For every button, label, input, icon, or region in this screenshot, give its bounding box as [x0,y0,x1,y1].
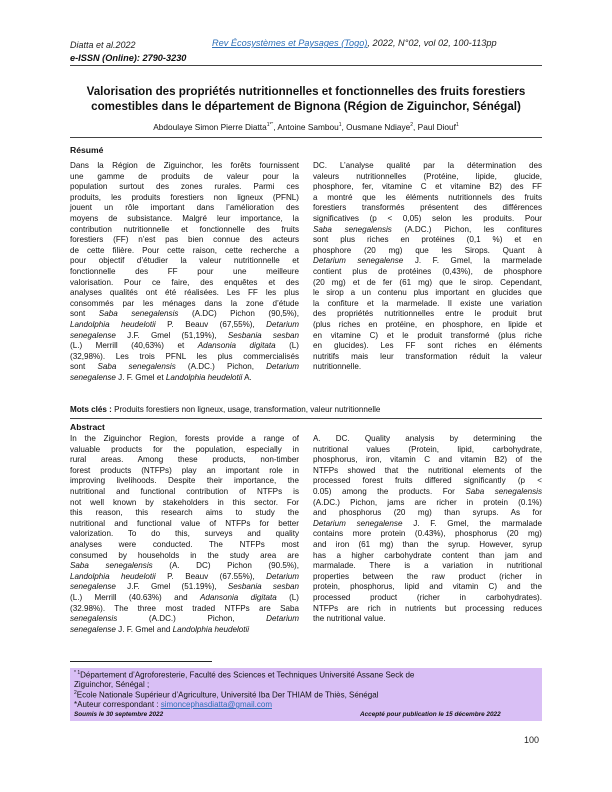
text-line: nutritional values (Protein, lipid, carbohydrate, [313,444,542,454]
resume-left-column [70,161,299,383]
author-1: Abdoulaye Simon Pierre Diatta [153,122,267,132]
abstract-heading: Abstract [70,422,105,432]
text-line: (32,98%). Les trois PFNL les plus commercialisés [70,351,299,361]
text-line: nutritional and functional value of NTFPs for better [70,518,299,528]
text-line: en glucides). Les FF sont riches en éléments [313,341,542,351]
text-line: valuable products for the population, especially in [70,444,299,454]
footnote-rule [70,661,212,662]
text-line: de cette filière. Pour cette raison, cette recherche a [70,245,299,255]
text-line: phosphore (20 mg) que les Sirops. Quant à [313,245,542,255]
text-line: this reason, this research aims to study the [70,508,299,518]
keywords-rule [70,418,542,419]
text-line: Detarium senegalense J. F. Gmel, the marmalade [313,518,543,528]
text-line: In the Ziguinchor Region, forests provide a range of [70,434,299,443]
text-line: sont Saba senegalensis (A.DC) Pichon (90,5%), [70,309,299,319]
text-line: (L.) Merrill (40,63%) et Adansonia digitata (L) [70,341,299,351]
text-line: NTFPs are rich in nutrients but processing reduces [313,603,542,613]
text-line: marmalade. There is a variation in nutritional [313,561,542,571]
text-line: senegalense J.F. Gmel (51.19%), Sesbania sesban [70,582,299,592]
volume-info: , 2022, N°02, vol 02, 100-113pp [367,38,497,48]
author-separator: , [413,122,418,132]
text-line: and iron (61 mg) than the syrup. However, syrup [313,539,542,549]
text-line: forestiers (FF) n’est pas bien connue des acteurs [70,235,299,245]
author-4-affil: 1 [455,122,459,129]
text-line: des propriétés nutritionnelles entre le produit brut [313,309,542,319]
header-rule [70,65,542,66]
text-line: (plus riches en protéine, en phosphore, en lipide et [313,319,542,329]
author-4: Paul Diouf [417,122,456,132]
text-line: Saba senegalensis (A. DC) Pichon (90.5%), [70,561,300,571]
text-line: (A.DC.) Pichon, jams are richer in protein (0.1%) [313,497,542,507]
text-line: pour objectif d’étudier la valeur nutritionnelle et [70,256,299,266]
running-journal-info [212,38,497,48]
corresponding-label: *Auteur correspondant : [74,700,161,709]
abstract-left-column [70,434,299,635]
text-line: forest products (NTFPs) play an important role in [70,465,299,475]
text-line: consommés par les ménages dans la zone d’étude [70,298,299,308]
text-line: senegalense J. F. Gmel and Landolphia heudelotii [70,624,250,634]
resume-right-column [313,161,542,373]
text-line: la confiture et la marmelade. Il existe une variation [313,298,542,308]
affiliation-1-cont: Ziguinchor, Sénégal ; [74,680,150,689]
text-line: (20 mg) et de fer (61 mg) que le sirop. Cependant, [313,277,542,287]
text-line: phosphorus, iron, vitamin C and vitamin B2) of the [313,455,542,465]
text-line: contains more protein (0.43%), phosphorus (20 mg) [313,529,542,539]
journal-link[interactable]: Rev Écosystèmes et Paysages (Togo) [212,38,368,48]
text-line: has a higher carbohydrate content than jam and [313,550,542,560]
text-line: improving livelihoods. Despite their importance, the [70,476,299,486]
text-line: the nutritional value. [313,614,386,624]
text-line: analyses were conducted. The NTFPs most [70,539,299,549]
text-line: valorization. To do this, surveys and quality [70,529,299,539]
author-separator: , [341,122,347,132]
text-line: produits, les produits forestiers non ligneux (PFNL) [70,192,299,202]
text-line: and phosphorus (20 mg) than syrups. As for [313,508,542,518]
text-line: sont Saba senegalensis (A.DC.) Pichon, Detarium [70,362,299,372]
text-line: not well known by stakeholders in this sector. For [70,497,299,507]
corresponding-author [74,700,272,709]
text-line: Dans la Région de Ziguinchor, les forêts fournissent [70,161,299,170]
text-line: processed product (richer in carbohydrates). [313,592,542,602]
text-line: contient plus de protéines (0,43%), de phosphore [313,266,542,276]
text-line: analyses qualités ont été réalisées. Les FF les plus [70,288,299,298]
page-number: 100 [524,735,540,745]
authors-rule [70,137,542,138]
text-line: fonctionnelle des FF pour une meilleure [70,266,299,276]
text-line: nutritifs mais leur transformation réduit la valeur [313,351,542,361]
author-3: Ousmane Ndiaye [346,122,411,132]
text-line: properties between the raw product (richer in [313,571,542,581]
text-line: consumed by households in the study area are [70,550,299,560]
author-2: Antoine Sambou [277,122,339,132]
affil-1-text: Département d’Agroforesterie, Faculté des Sciences et Techniques Université Assane Seck de [80,670,415,680]
author-separator: , [273,122,278,132]
keywords [70,405,380,414]
affiliation-2 [74,690,378,700]
submitted-date: Soumis le 30 septembre 2022 [74,711,164,718]
text-line: sont plus riches en protéines (0,1 %) et en [313,235,542,245]
author-1-affil: 1*" [266,122,274,129]
affiliation-1 [74,670,414,680]
text-line: une gamme de produits de valeur pour la [70,171,299,181]
title-line-1: Valorisation des propriétés nutritionnelles et fonctionnelles des fruits forestiers [86,85,526,98]
text-line: senegalense J. F. Gmel et Landolphia heudelotii A. [70,372,252,382]
issn: e-ISSN (Online): 2790-3230 [70,53,187,63]
text-line: nutritional and functional contribution of NTFPs is [70,486,299,496]
author-list [70,122,542,132]
text-line: en vitamine C) et le produit transformé (plus riche [313,330,542,340]
text-line: a montré que les éléments nutritionnels des fruits [313,192,542,202]
author-2-affil: 1 [338,122,342,129]
text-line: moyens de subsistance. Malgré leur importance, la [70,213,299,223]
text-line: processed forest fruits differed significantly (p < [313,476,542,486]
text-line: protein, phosphorus, lipid and vitamin C) and the [313,582,542,592]
text-line: population surtout des zones rurales. Parmi ces [70,182,299,192]
text-line: valorisation. Pour ce faire, des enquêtes et des [70,277,299,287]
affil-2-text: Ecole Nationale Supérieur d’Agriculture, Université Iba Der THIAM de Thiès, Sénégal [76,690,379,700]
text-line: le sirop a un contenu plus important en glucides que [313,288,542,298]
text-line: (32.98%). The three most traded NTFPs are Saba [70,603,299,613]
accepted-date: Accepté pour publication le 15 décembre 2022 [360,711,501,718]
text-line: nutritionnelle. [313,362,362,372]
resume-heading: Résumé [70,145,104,155]
running-citation: Diatta et al.2022 [70,40,136,50]
title-line-2: comestibles dans le département de Bignona (Région de Ziguinchor, Sénégal) [91,100,521,113]
text-line: Landolphia heudelotii P. Beauv (67.55%), Detarium [70,571,299,581]
paper-title [70,84,542,114]
text-line: phosphore, fer, vitamine C et vitamine B2) des FF [313,182,542,192]
text-line: Detarium senegalense J. F. Gmel, la marmelade [313,256,542,266]
text-line: (L.) Merrill (40.63%) and Adansonia digitata (L) [70,592,299,602]
email-link[interactable]: simoncephasdiatta@gmail.com [160,700,272,709]
text-line: DC. L’analyse qualité par la détermination des [313,161,542,170]
text-line: Saba senegalensis (A.DC.) Pichon, les confitures [313,224,542,234]
text-line: Landolphia heudelotii P. Beauv (67,55%), Detarium [70,319,299,329]
text-line: 0.05) among the products. For Saba senegalensis [313,486,543,496]
text-line: contribution nutritionnelle et fonctionnelle des fruits [70,224,299,234]
text-line: senegalensis (A.DC.) Pichon, Detarium [70,614,299,624]
text-line: significatives (p < 0,05) selon les produits. Pour [313,213,542,223]
text-line: valeurs nutritionnelles (Protéine, lipide, glucide, [313,171,542,181]
abstract-right-column [313,434,542,625]
text-line: NTFPs showed that the nutritional elements of the [313,465,542,475]
text-line: senegalense J.F. Gmel (51,19%), Sesbania sesban [70,330,299,340]
text-line: rural areas. Among these products, non-timber [70,455,299,465]
keywords-text: Produits forestiers non ligneux, usage, transformation, valeur nutritionnelle [111,405,381,414]
affil-2-marker: 2 [74,690,77,696]
affil-1-marker: * 1 [74,670,81,676]
text-line: forestiers transformés présentent des différences [313,203,542,213]
text-line: jouent un rôle important dans l’amélioration des [70,203,299,213]
text-line: A. DC. Quality analysis by determining the [313,434,542,443]
keywords-label: Mots clés : [70,405,112,414]
author-3-affil: 2 [410,122,414,129]
affiliation-box [70,668,542,721]
